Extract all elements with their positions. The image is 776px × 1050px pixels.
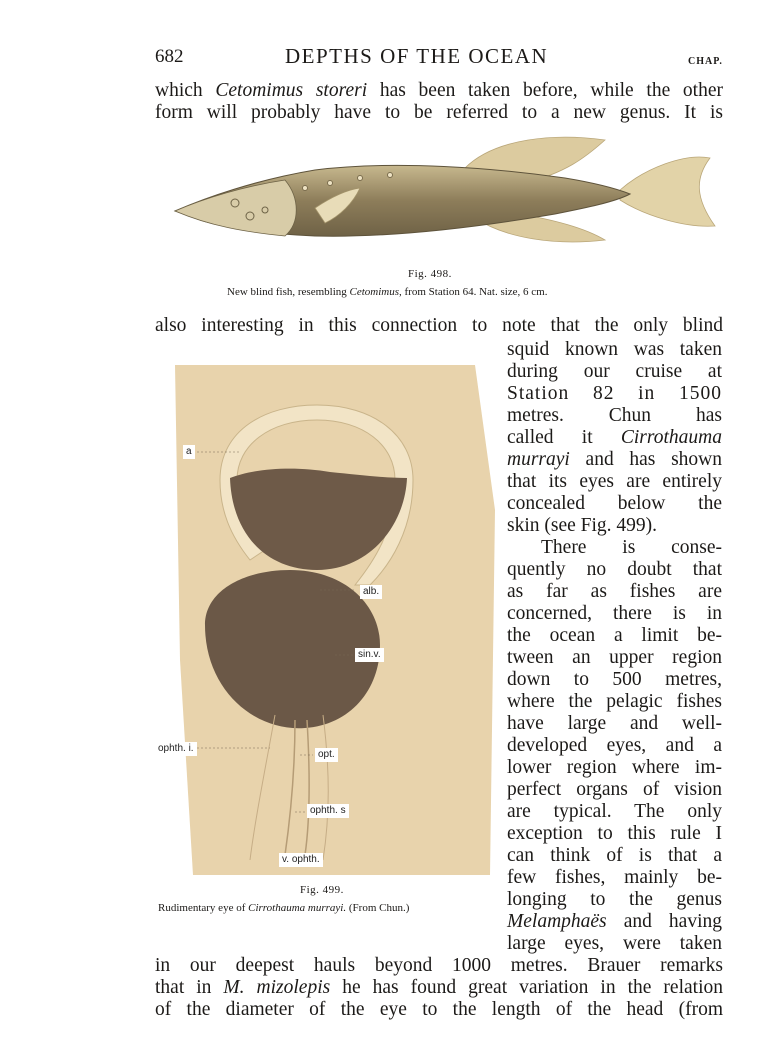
col-line: where the pelagic fishes: [507, 691, 722, 712]
species-name: M. mizolepis: [223, 977, 331, 998]
body-line-1: [155, 80, 723, 102]
body-line-3: also interesting in this connection to note that the only blind: [155, 315, 723, 336]
col-line: that its eyes are entirely: [507, 471, 722, 492]
col-line: down to 500 metres,: [507, 669, 722, 690]
species-name: Cetomimus storeri: [215, 80, 368, 101]
label-a: a: [183, 445, 195, 459]
col-line: squid known was taken: [507, 339, 722, 360]
text-run: has been taken before, while the other: [367, 80, 723, 101]
body-line-2: form will probably have to be referred to a new genus. It is: [155, 102, 723, 123]
col-line: metres. Chun has: [507, 405, 722, 426]
col-line: [507, 427, 722, 449]
label-alb: alb.: [360, 585, 382, 599]
col-line: large eyes, were taken: [507, 933, 722, 954]
fig-499-plate: [155, 360, 500, 882]
fig-498-label: Fig. 498.: [408, 268, 452, 280]
text-run: and having: [606, 911, 722, 932]
col-line: during our cruise at: [507, 361, 722, 382]
col-line: as far as fishes are: [507, 581, 722, 602]
col-line: longing to the genus: [507, 889, 722, 910]
label-vophth: v. ophth.: [279, 853, 323, 867]
body-line-bottom-1: in our deepest hauls beyond 1000 metres. Brauer remarks: [155, 955, 723, 976]
col-line: can think of is that a: [507, 845, 722, 866]
col-line: exception to this rule I: [507, 823, 722, 844]
caption-run: New blind fish, resembling: [227, 286, 350, 298]
label-ophthi: ophth. i.: [155, 742, 197, 756]
species-name: Melamphaës: [507, 911, 607, 932]
fig-499-label: Fig. 499.: [300, 884, 344, 896]
caption-run: from Station 64. Nat. size, 6 cm.: [401, 286, 548, 298]
species-name: Cetomimus,: [349, 286, 402, 298]
col-line: Station 82 in 1500: [507, 383, 722, 404]
col-line: [507, 911, 722, 933]
col-line: developed eyes, and a: [507, 735, 722, 756]
col-line: There is conse-: [541, 537, 722, 558]
fig-498-illustration: [165, 128, 725, 263]
label-sinv: sin.v.: [355, 648, 384, 662]
col-line: have large and well-: [507, 713, 722, 734]
col-line: [507, 449, 722, 471]
col-line: lower region where im-: [507, 757, 722, 778]
body-line-bottom-2: [155, 977, 723, 999]
text-run: called it: [507, 427, 593, 448]
text-run: and has shown: [569, 449, 722, 470]
col-line: quently no doubt that: [507, 559, 722, 580]
col-line: are typical. The only: [507, 801, 722, 822]
species-name: murrayi: [507, 449, 570, 470]
col-line: concealed below the: [507, 493, 722, 514]
caption-run: (From Chun.): [346, 902, 410, 914]
chapter-abbrev: CHAP.: [688, 56, 723, 67]
page-number: 682: [155, 46, 184, 67]
text-run: he has found great variation in the relation: [330, 977, 723, 998]
fig-498-caption: [227, 286, 548, 298]
label-ophths: ophth. s: [307, 804, 349, 818]
col-line: the ocean a limit be-: [507, 625, 722, 646]
text-run: which: [155, 80, 216, 101]
col-line: few fishes, mainly be-: [507, 867, 722, 888]
col-line: concerned, there is in: [507, 603, 722, 624]
species-name: Cirrothauma murrayi.: [248, 902, 347, 914]
blind-fish-drawing: [165, 128, 725, 263]
caption-run: Rudimentary eye of: [158, 902, 249, 914]
col-line: skin (see Fig. 499).: [507, 515, 658, 536]
running-head: DEPTHS OF THE OCEAN: [285, 44, 549, 68]
label-opt: opt.: [315, 748, 338, 762]
fig-499-caption: [158, 902, 409, 914]
body-line-bottom-3: of the diameter of the eye to the length of the head (from: [155, 999, 723, 1020]
species-name: Cirrothauma: [620, 427, 722, 448]
col-line: tween an upper region: [507, 647, 722, 668]
col-line: perfect organs of vision: [507, 779, 722, 800]
text-run: that in: [155, 977, 224, 998]
